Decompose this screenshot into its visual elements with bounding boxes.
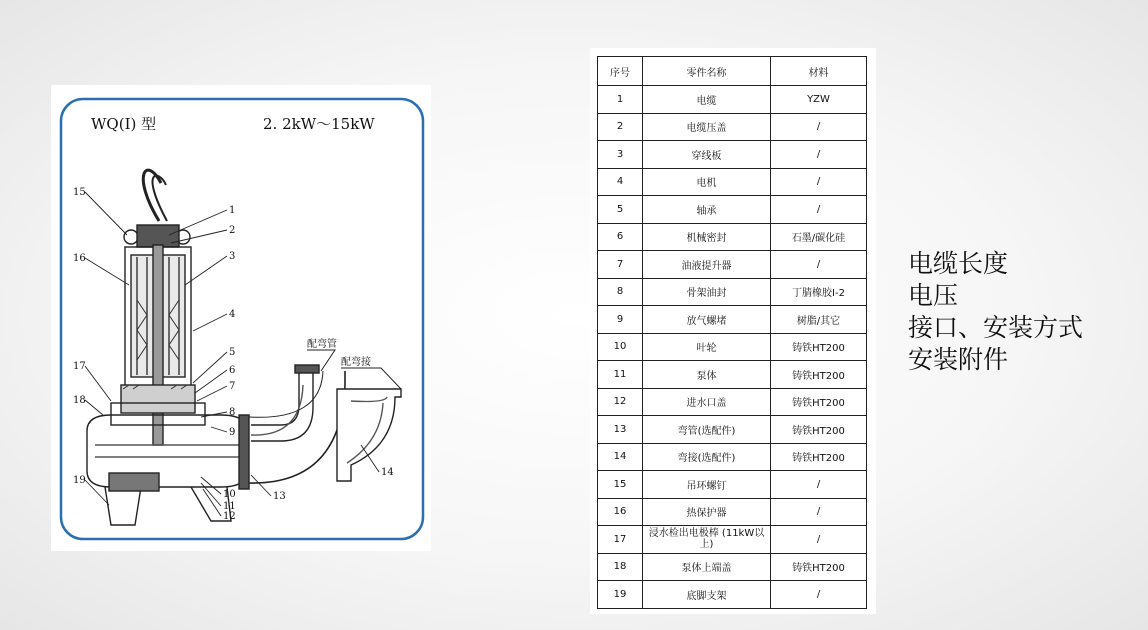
model-label: WQ(I) 型: [91, 115, 157, 133]
table-row: [598, 471, 867, 499]
cell-no: 8: [598, 278, 643, 306]
callout-13: 13: [273, 491, 286, 502]
table-row: [598, 443, 867, 471]
leader-line-4: [193, 314, 227, 331]
cell-no: 4: [598, 168, 643, 196]
table-row: [598, 581, 867, 609]
cell-part-name: 油液提升器: [643, 251, 771, 279]
cell-part-name: 骨架油封: [643, 278, 771, 306]
cell-no: 10: [598, 333, 643, 361]
note-voltage: 电压: [908, 281, 959, 310]
cell-part-name: 热保护器: [643, 498, 771, 526]
table-row: [598, 361, 867, 389]
cell-part-name: 机械密封: [643, 223, 771, 251]
cell-no: 2: [598, 113, 643, 141]
cell-material: /: [771, 498, 867, 526]
callout-5: 5: [229, 347, 236, 358]
cell-part-name: 吊环螺钉: [643, 471, 771, 499]
note-installation-accessories: 安装附件: [908, 345, 1009, 374]
callout-10: 10: [223, 489, 236, 500]
cell-material: 铸铁HT200: [771, 388, 867, 416]
table-row: [598, 168, 867, 196]
callout-3: 3: [229, 251, 236, 262]
table-row: [598, 278, 867, 306]
cell-part-name: 电缆: [643, 86, 771, 114]
elbow-pipe-label: 配弯管: [307, 339, 337, 350]
table-row: [598, 113, 867, 141]
cell-material: /: [771, 251, 867, 279]
table-row: [598, 333, 867, 361]
callout-1: 1: [229, 205, 236, 216]
cell-part-name: 电缆压盖: [643, 113, 771, 141]
callout-12: 12: [223, 511, 236, 522]
callout-7: 7: [229, 381, 236, 392]
cell-material: 铸铁HT200: [771, 416, 867, 444]
leader-line-5: [193, 352, 227, 383]
leader-line-6: [195, 370, 227, 393]
table-row: [598, 306, 867, 334]
cell-no: 12: [598, 388, 643, 416]
callout-2: 2: [229, 225, 236, 236]
cell-material: /: [771, 526, 867, 554]
cell-material: /: [771, 196, 867, 224]
cell-material: 铸铁HT200: [771, 553, 867, 581]
table-row: [598, 196, 867, 224]
cell-part-name: 进水口盖: [643, 388, 771, 416]
cell-material: 铸铁HT200: [771, 443, 867, 471]
cell-material: 石墨/碳化硅: [771, 223, 867, 251]
leader-line-1: [169, 210, 227, 235]
cell-material: /: [771, 581, 867, 609]
cell-part-name: 穿线板: [643, 141, 771, 169]
table-row: [598, 498, 867, 526]
callout-17: 17: [73, 361, 86, 372]
cell-no: 16: [598, 498, 643, 526]
callout-9: 9: [229, 427, 236, 438]
cell-no: 6: [598, 223, 643, 251]
table-row: [598, 553, 867, 581]
power-range-label: 2. 2kW～15kW: [263, 115, 375, 133]
cell-no: 9: [598, 306, 643, 334]
table-row: [598, 251, 867, 279]
cell-material: 铸铁HT200: [771, 361, 867, 389]
table-row: [598, 388, 867, 416]
callout-6: 6: [229, 365, 236, 376]
cell-part-name: 浸水检出电极棒 (11kW以上): [643, 526, 771, 554]
cell-part-name: 电机: [643, 168, 771, 196]
cell-material: /: [771, 168, 867, 196]
leader-line-17: [85, 366, 111, 401]
cell-no: 5: [598, 196, 643, 224]
cell-material: 铸铁HT200: [771, 333, 867, 361]
cell-no: 11: [598, 361, 643, 389]
cell-part-name: 底脚支架: [643, 581, 771, 609]
cell-no: 18: [598, 553, 643, 581]
parts-table: [597, 56, 867, 609]
table-row: [598, 141, 867, 169]
table-header-row: [598, 57, 867, 86]
cell-material: /: [771, 141, 867, 169]
notes-list: [908, 248, 1083, 376]
cell-part-name: 弯管(选配件): [643, 416, 771, 444]
header-material: 材料: [771, 57, 867, 86]
pump-cross-section-drawing: [51, 85, 431, 551]
note-cable-length: 电缆长度: [908, 249, 1009, 278]
cell-no: 19: [598, 581, 643, 609]
callout-16: 16: [73, 253, 86, 264]
callout-15: 15: [73, 187, 86, 198]
cell-part-name: 泵体上端盖: [643, 553, 771, 581]
cell-no: 1: [598, 86, 643, 114]
callout-4: 4: [229, 309, 236, 320]
cell-no: 15: [598, 471, 643, 499]
cell-material: /: [771, 113, 867, 141]
cell-part-name: 泵体: [643, 361, 771, 389]
cell-material: YZW: [771, 86, 867, 114]
table-row: [598, 86, 867, 114]
table-row: [598, 526, 867, 554]
cell-part-name: 放气螺堵: [643, 306, 771, 334]
pump-diagram: [51, 85, 431, 551]
callout-19: 19: [73, 475, 86, 486]
callout-8: 8: [229, 407, 236, 418]
table-row: [598, 416, 867, 444]
leader-line-10: [201, 477, 221, 494]
cell-no: 3: [598, 141, 643, 169]
elbow-joint-label: 配弯接: [341, 357, 371, 368]
table-row: [598, 223, 867, 251]
cell-no: 14: [598, 443, 643, 471]
cell-material: 丁腈橡胶I-2: [771, 278, 867, 306]
leader-line-18: [85, 400, 103, 415]
note-interface-installation: 接口、安装方式: [908, 313, 1084, 342]
leader-line-15: [85, 192, 127, 235]
parts-table-panel: [590, 48, 876, 614]
cell-part-name: 轴承: [643, 196, 771, 224]
leader-line-9: [211, 427, 227, 432]
header-part-name: 零件名称: [643, 57, 771, 86]
cell-no: 7: [598, 251, 643, 279]
callout-14: 14: [381, 467, 394, 478]
cell-material: /: [771, 471, 867, 499]
leader-line-13: [251, 475, 271, 496]
header-no: 序号: [598, 57, 643, 86]
callout-11: 11: [223, 501, 236, 512]
cell-no: 13: [598, 416, 643, 444]
leader-line-16: [85, 258, 129, 285]
callout-18: 18: [73, 395, 86, 406]
cell-no: 17: [598, 526, 643, 554]
cell-material: 树脂/其它: [771, 306, 867, 334]
cell-part-name: 弯接(选配件): [643, 443, 771, 471]
pump-body: [87, 170, 401, 525]
cell-part-name: 叶轮: [643, 333, 771, 361]
